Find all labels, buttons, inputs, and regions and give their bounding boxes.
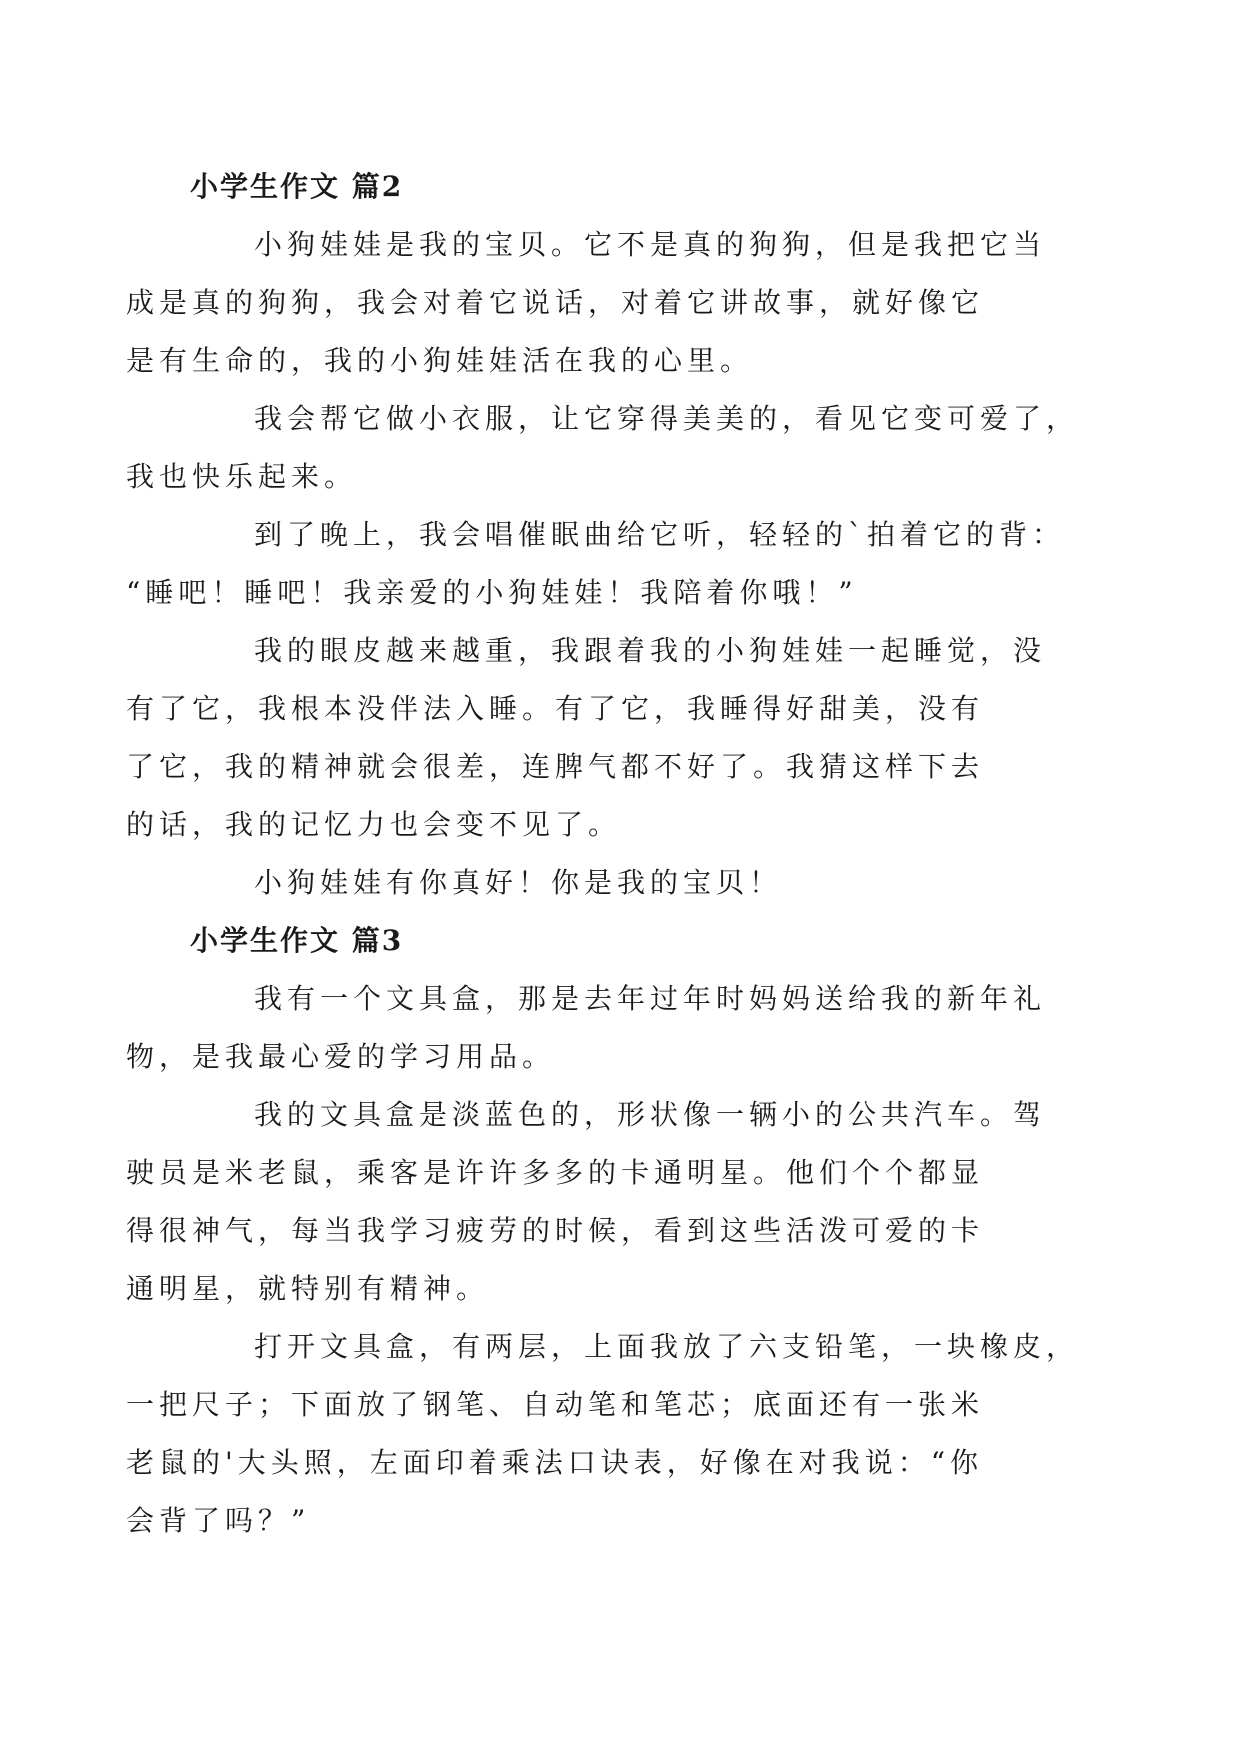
paragraph bbox=[126, 216, 1080, 390]
paragraph bbox=[190, 854, 1080, 912]
section-heading: 小学生作文 篇3 bbox=[190, 924, 404, 957]
text-line: 小狗娃娃是我的宝贝。它不是真的狗狗，但是我把它当 bbox=[254, 228, 1047, 261]
text-line: 通明星，就特别有精神。 bbox=[126, 1272, 490, 1305]
text-line: 打开文具盒，有两层，上面我放了六支铅笔，一块橡皮， bbox=[254, 1330, 1080, 1363]
text-line: 一把尺子；下面放了钢笔、自动笔和笔芯；底面还有一张米 bbox=[126, 1388, 985, 1421]
paragraph bbox=[126, 390, 1080, 506]
text-line: 的话，我的记忆力也会变不见了。 bbox=[126, 808, 622, 841]
text-line: 我的文具盒是淡蓝色的，形状像一辆小的公共汽车。驾 bbox=[254, 1098, 1047, 1131]
text-line: 驶员是米老鼠，乘客是许许多多的卡通明星。他们个个都显 bbox=[126, 1156, 985, 1189]
section-heading: 小学生作文 篇2 bbox=[190, 170, 404, 203]
text-line: 成是真的狗狗，我会对着它说话，对着它讲故事，就好像它 bbox=[126, 286, 985, 319]
text-line: 了它，我的精神就会很差，连脾气都不好了。我猜这样下去 bbox=[126, 750, 985, 783]
text-line: 我会帮它做小衣服，让它穿得美美的，看见它变可爱了， bbox=[254, 402, 1080, 435]
text-line: 老鼠的'大头照，左面印着乘法口诀表，好像在对我说：“你 bbox=[126, 1446, 984, 1479]
text-line: 是有生命的，我的小狗娃娃活在我的心里。 bbox=[126, 344, 754, 377]
paragraph bbox=[126, 506, 1080, 622]
text-line: 到了晚上，我会唱催眠曲给它听，轻轻的`拍着它的背： bbox=[254, 518, 1066, 551]
text-line: 会背了吗？” bbox=[126, 1504, 311, 1537]
document-page bbox=[126, 158, 1080, 1550]
text-line: 得很神气，每当我学习疲劳的时候，看到这些活泼可爱的卡 bbox=[126, 1214, 985, 1247]
text-line: 我的眼皮越来越重，我跟着我的小狗娃娃一起睡觉，没 bbox=[254, 634, 1047, 667]
text-line: 小狗娃娃有你真好！你是我的宝贝！ bbox=[254, 866, 783, 899]
paragraph bbox=[126, 1318, 1080, 1550]
text-line: 有了它，我根本没伴法入睡。有了它，我睡得好甜美，没有 bbox=[126, 692, 985, 725]
paragraph bbox=[126, 1086, 1080, 1318]
essay-section-2 bbox=[126, 158, 1080, 912]
text-line: 我有一个文具盒，那是去年过年时妈妈送给我的新年礼 bbox=[254, 982, 1047, 1015]
paragraph bbox=[126, 622, 1080, 854]
essay-section-3 bbox=[126, 912, 1080, 1550]
text-line: 物，是我最心爱的学习用品。 bbox=[126, 1040, 556, 1073]
paragraph bbox=[126, 970, 1080, 1086]
text-line: 我也快乐起来。 bbox=[126, 460, 358, 493]
text-line: “睡吧！睡吧！我亲爱的小狗娃娃！我陪着你哦！” bbox=[126, 576, 858, 609]
